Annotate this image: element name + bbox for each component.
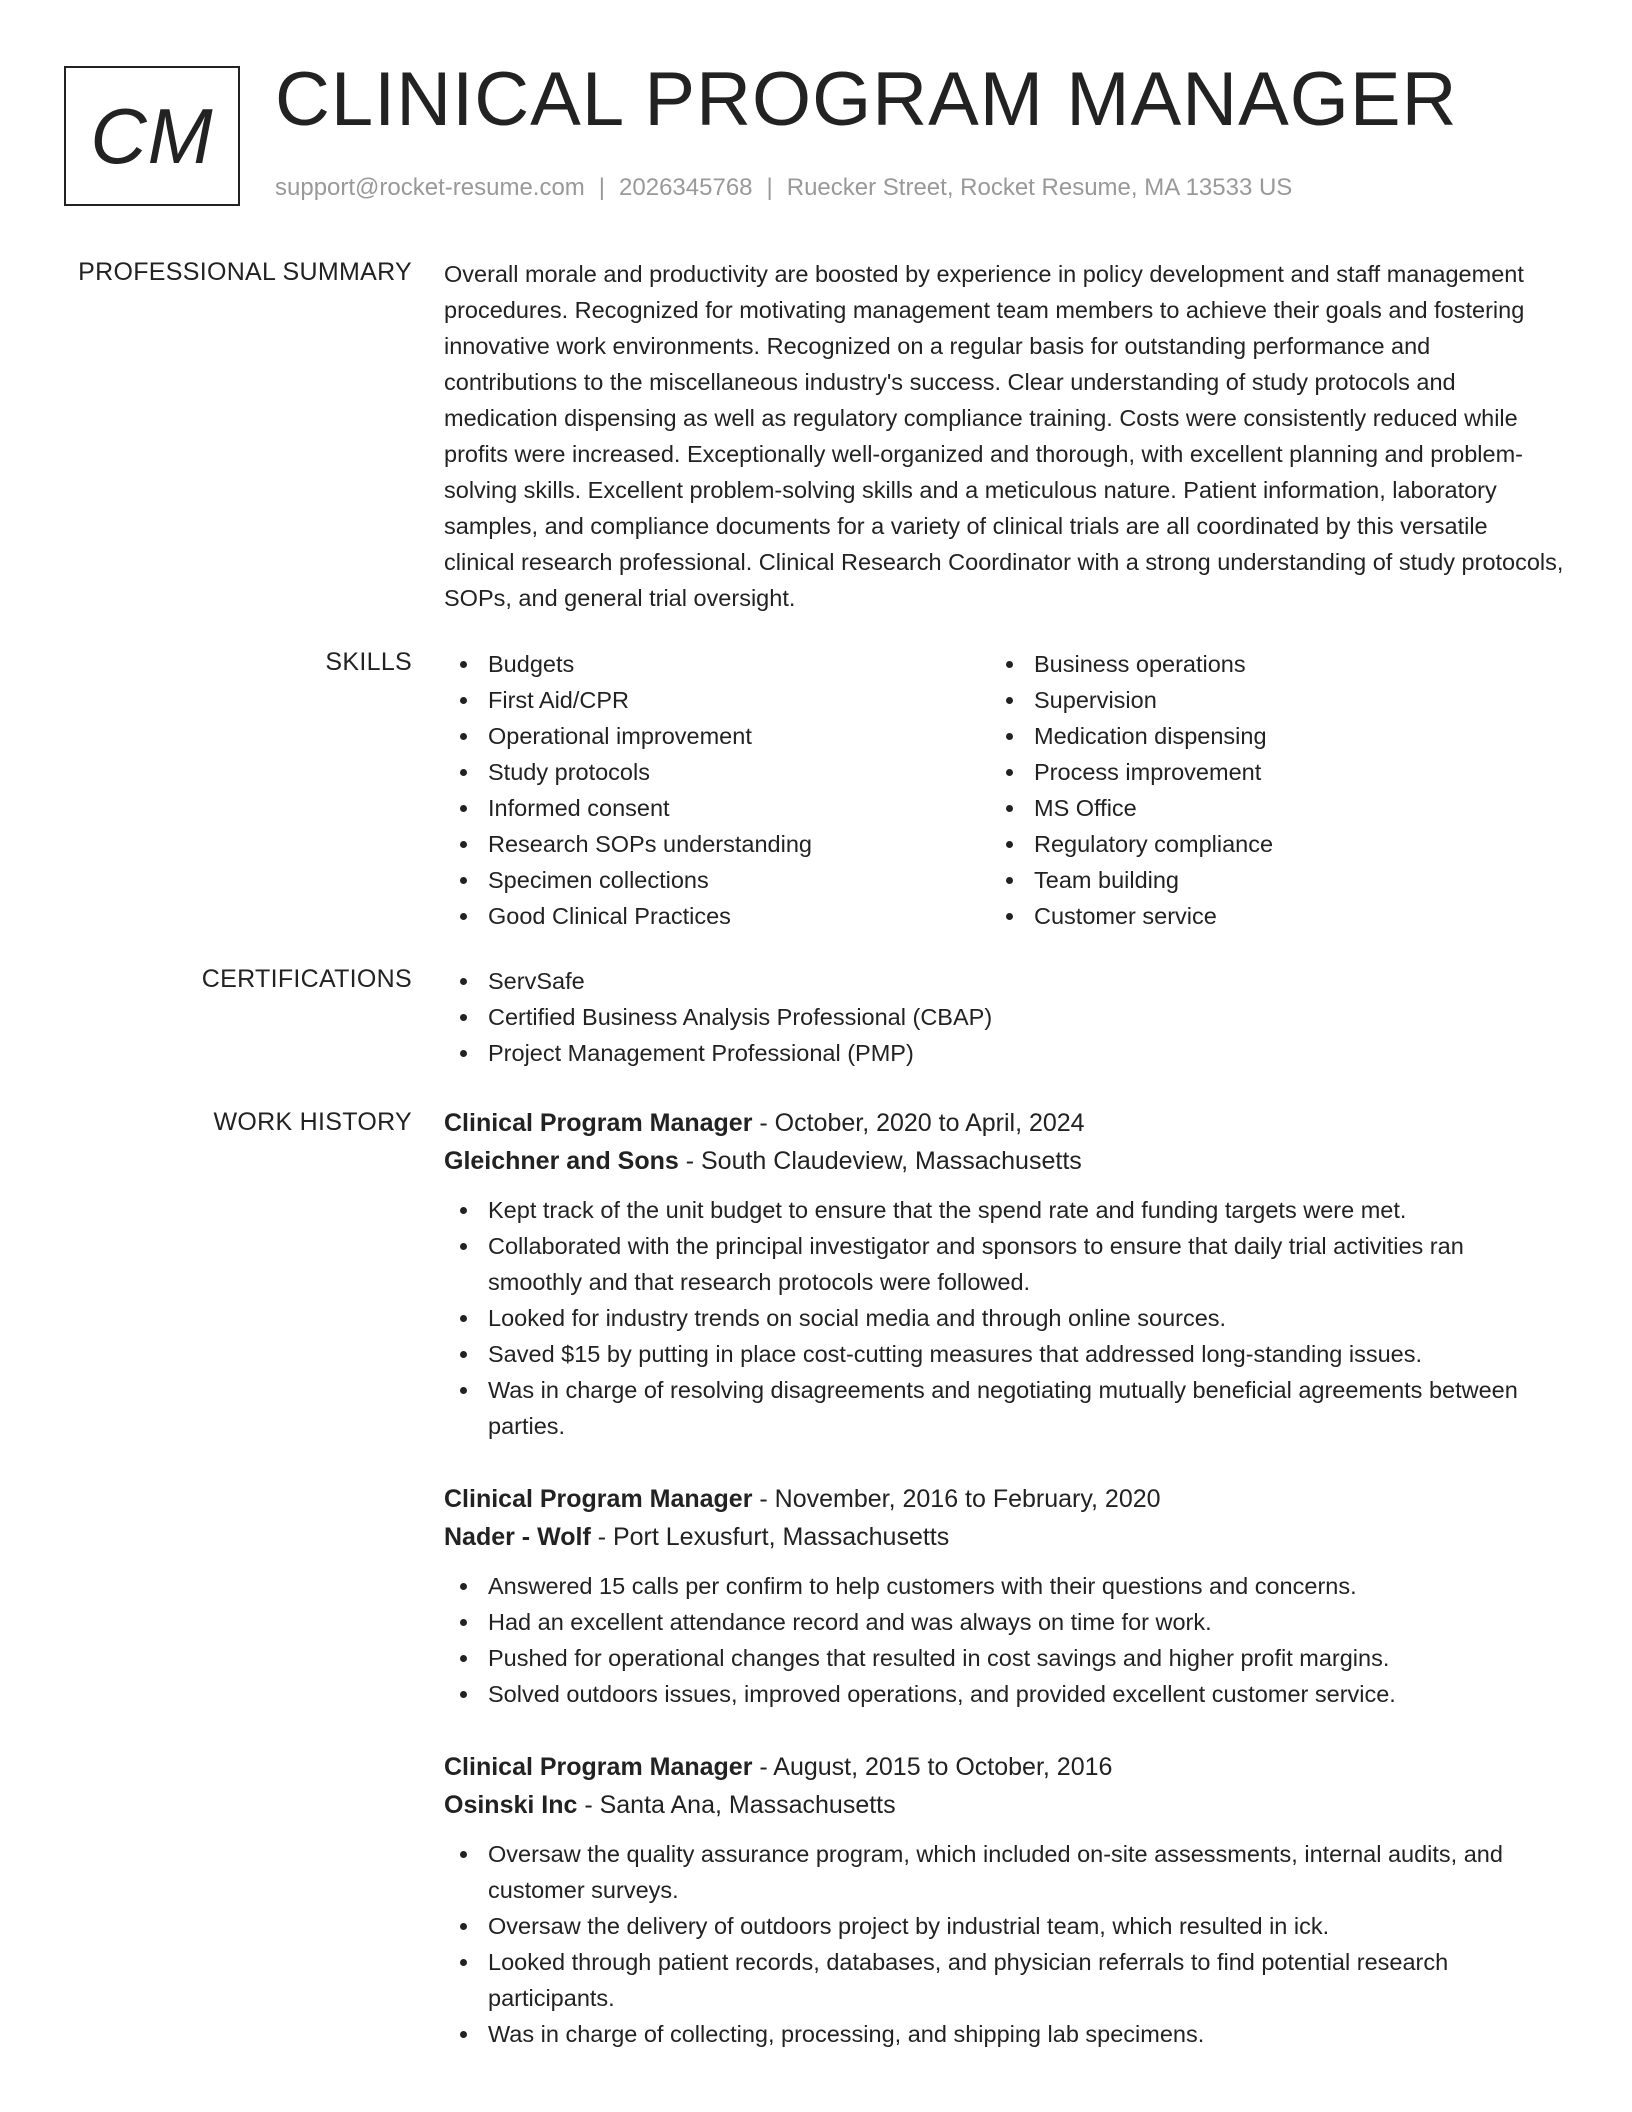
resume-title: CLINICAL PROGRAM MANAGER — [275, 57, 1458, 142]
contact-info — [275, 174, 1292, 202]
job-company: Gleichner and Sons — [444, 1147, 679, 1175]
certifications-list — [444, 963, 1564, 1071]
job-bullet: Was in charge of resolving disagreements and negotiating mutually beneficial agreements between parties. — [444, 1372, 1564, 1444]
skills-list-right — [990, 646, 1536, 934]
job-bullet: Had an excellent attendance record and was always on time for work. — [444, 1604, 1564, 1640]
contact-separator: | — [598, 174, 606, 201]
job-location: - Port Lexusfurt, Massachusetts — [590, 1523, 950, 1551]
job-company: Osinski Inc — [444, 1791, 578, 1819]
skill-item: Specimen collections — [444, 862, 990, 898]
job-bullet: Solved outdoors issues, improved operations, and provided excellent customer service. — [444, 1676, 1564, 1712]
certifications-section — [444, 963, 1564, 1071]
job-entry — [444, 1480, 1564, 1712]
certification-item: ServSafe — [444, 963, 1564, 999]
job-title: Clinical Program Manager — [444, 1485, 753, 1513]
skill-item: Business operations — [990, 646, 1536, 682]
job-dates: - November, 2016 to February, 2020 — [752, 1485, 1161, 1513]
job-bullets — [444, 1192, 1564, 1444]
job-title: Clinical Program Manager — [444, 1109, 753, 1137]
job-location: - Santa Ana, Massachusetts — [577, 1791, 896, 1819]
job-title-line — [444, 1748, 1564, 1786]
job-bullets — [444, 1568, 1564, 1712]
contact-phone[interactable]: 2026345768 — [619, 174, 753, 201]
job-bullet: Looked through patient records, databases, and physician referrals to find potential research participants. — [444, 1944, 1564, 2016]
skill-item: Budgets — [444, 646, 990, 682]
work-history-heading: WORK HISTORY — [213, 1108, 412, 1136]
contact-email[interactable]: support@rocket-resume.com — [275, 174, 585, 201]
contact-address: Ruecker Street, Rocket Resume, MA 13533 US — [786, 174, 1293, 201]
skill-item: Study protocols — [444, 754, 990, 790]
job-bullet: Pushed for operational changes that resulted in cost savings and higher profit margins. — [444, 1640, 1564, 1676]
skills-heading: SKILLS — [325, 648, 412, 676]
job-bullet: Answered 15 calls per confirm to help customers with their questions and concerns. — [444, 1568, 1564, 1604]
job-bullets — [444, 1836, 1564, 2052]
skill-item: Customer service — [990, 898, 1536, 934]
job-title: Clinical Program Manager — [444, 1753, 753, 1781]
job-bullet: Saved $15 by putting in place cost-cutting measures that addressed long-standing issues. — [444, 1336, 1564, 1372]
monogram-logo — [64, 66, 240, 206]
skill-item: Regulatory compliance — [990, 826, 1536, 862]
skill-item: Supervision — [990, 682, 1536, 718]
job-bullet: Oversaw the quality assurance program, which included on-site assessments, internal audits, and customer surveys. — [444, 1836, 1564, 1908]
skill-item: Medication dispensing — [990, 718, 1536, 754]
skills-section — [444, 646, 1564, 934]
job-company-line — [444, 1142, 1564, 1180]
job-dates: - August, 2015 to October, 2016 — [752, 1753, 1113, 1781]
skill-item: Process improvement — [990, 754, 1536, 790]
summary-section — [444, 256, 1564, 616]
certifications-heading: CERTIFICATIONS — [201, 965, 412, 993]
certification-item: Project Management Professional (PMP) — [444, 1035, 1564, 1071]
job-bullet: Looked for industry trends on social media and through online sources. — [444, 1300, 1564, 1336]
job-location: - South Claudeview, Massachusetts — [678, 1147, 1082, 1175]
job-entry — [444, 1104, 1564, 1444]
certification-item: Certified Business Analysis Professional (CBAP) — [444, 999, 1564, 1035]
job-bullet: Was in charge of collecting, processing, and shipping lab specimens. — [444, 2016, 1564, 2052]
skill-item: First Aid/CPR — [444, 682, 990, 718]
job-entry — [444, 1748, 1564, 2052]
contact-separator: | — [766, 174, 773, 201]
job-company-line — [444, 1518, 1564, 1556]
skill-item: Team building — [990, 862, 1536, 898]
summary-heading: PROFESSIONAL SUMMARY — [78, 258, 412, 286]
skill-item: Research SOPs understanding — [444, 826, 990, 862]
skill-item: Informed consent — [444, 790, 990, 826]
job-dates: - October, 2020 to April, 2024 — [752, 1109, 1085, 1137]
skill-item: Good Clinical Practices — [444, 898, 990, 934]
skills-list-left — [444, 646, 990, 934]
skill-item: Operational improvement — [444, 718, 990, 754]
job-company-line — [444, 1786, 1564, 1824]
job-title-line — [444, 1480, 1564, 1518]
summary-text: Overall morale and productivity are boosted by experience in policy development and staff management procedures. Recognized for motivating management team members to achieve their goals and fostering innovative work environments. Recognized on a regular basis for outstanding performance and contributions to the miscellaneous industry's success. Clear understanding of study protocols and medication dispensing as well as regulatory compliance training. Costs were consistently reduced while profits were increased. Exceptionally well-organized and thorough, with excellent planning and problem-solving skills. Excellent problem-solving skills and a meticulous nature. Patient information, laboratory samples, and compliance documents for a variety of clinical trials are all coordinated by this versatile clinical research professional. Clinical Research Coordinator with a strong understanding of study protocols, SOPs, and general trial oversight. — [444, 261, 1564, 611]
job-company: Nader - Wolf — [444, 1523, 591, 1551]
monogram-initials: CM — [90, 91, 214, 180]
job-bullet: Kept track of the unit budget to ensure that the spend rate and funding targets were met. — [444, 1192, 1564, 1228]
job-bullet: Collaborated with the principal investigator and sponsors to ensure that daily trial activities ran smoothly and that research protocols were followed. — [444, 1228, 1564, 1300]
job-title-line — [444, 1104, 1564, 1142]
skill-item: MS Office — [990, 790, 1536, 826]
job-bullet: Oversaw the delivery of outdoors project by industrial team, which resulted in ick. — [444, 1908, 1564, 1944]
